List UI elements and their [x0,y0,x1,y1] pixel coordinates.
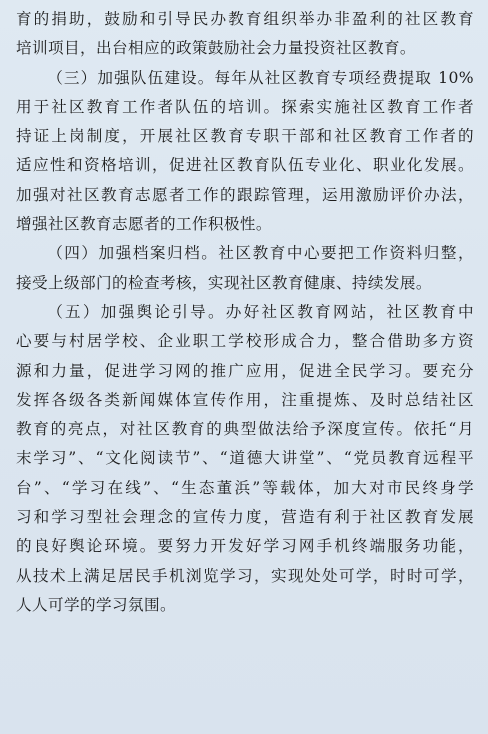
paragraph-team-building [16,64,474,240]
text-line: 台”、“学习在线”、“生态董浜”等载体，加大对市民终身学 [16,478,474,497]
text-line: 人人可学的学习氛围。 [16,595,176,614]
text-line: （三）加强队伍建设。每年从社区教育专项经费提取 10% [47,68,474,87]
text-line: 接受上级部门的检查考核，实现社区教育健康、持续发展。 [16,273,432,292]
paragraph-funding-continued [16,5,474,64]
text-line: 的良好舆论环境。要努力开发好学习网手机终端服务功能， [16,537,474,556]
text-line: 用于社区教育工作者队伍的培训。探索实施社区教育工作者 [16,97,474,116]
text-line: 培训项目，出台相应的政策鼓励社会力量投资社区教育。 [16,39,416,58]
text-line: 从技术上满足居民手机浏览学习，实现处处可学，时时可学， [16,566,474,585]
text-line: 末学习”、“文化阅读节”、“道德大讲堂”、“党员教育远程平 [16,449,474,468]
paragraph-archives [16,239,474,298]
text-line: 教育的亮点，对社区教育的典型做法给予深度宣传。依托“月 [16,420,474,439]
text-line: 增强社区教育志愿者的工作积极性。 [16,215,272,234]
text-line: 育的捐助，鼓励和引导民办教育组织举办非盈利的社区教育 [16,10,474,28]
text-line: 持证上岗制度，开展社区教育专职干部和社区教育工作者的 [16,127,474,146]
text-line: 加强对社区教育志愿者工作的跟踪管理，运用激励评价办法， [16,185,474,204]
text-line: 心要与村居学校、企业职工学校形成合力，整合借助多方资 [16,332,474,351]
paragraph-public-opinion [16,298,474,620]
text-line: 源和力量，促进学习网的推广应用，促进全民学习。要充分 [16,361,474,380]
text-line: 习和学习型社会理念的宣传力度，营造有利于社区教育发展 [16,508,474,527]
text-line: （四）加强档案归档。社区教育中心要把工作资料归整， [47,244,474,263]
text-line: （五）加强舆论引导。办好社区教育网站，社区教育中 [47,302,474,321]
text-line: 发挥各级各类新闻媒体宣传作用，注重提炼、及时总结社区 [16,390,474,409]
text-line: 适应性和资格培训，促进社区教育队伍专业化、职业化发展。 [16,156,474,175]
